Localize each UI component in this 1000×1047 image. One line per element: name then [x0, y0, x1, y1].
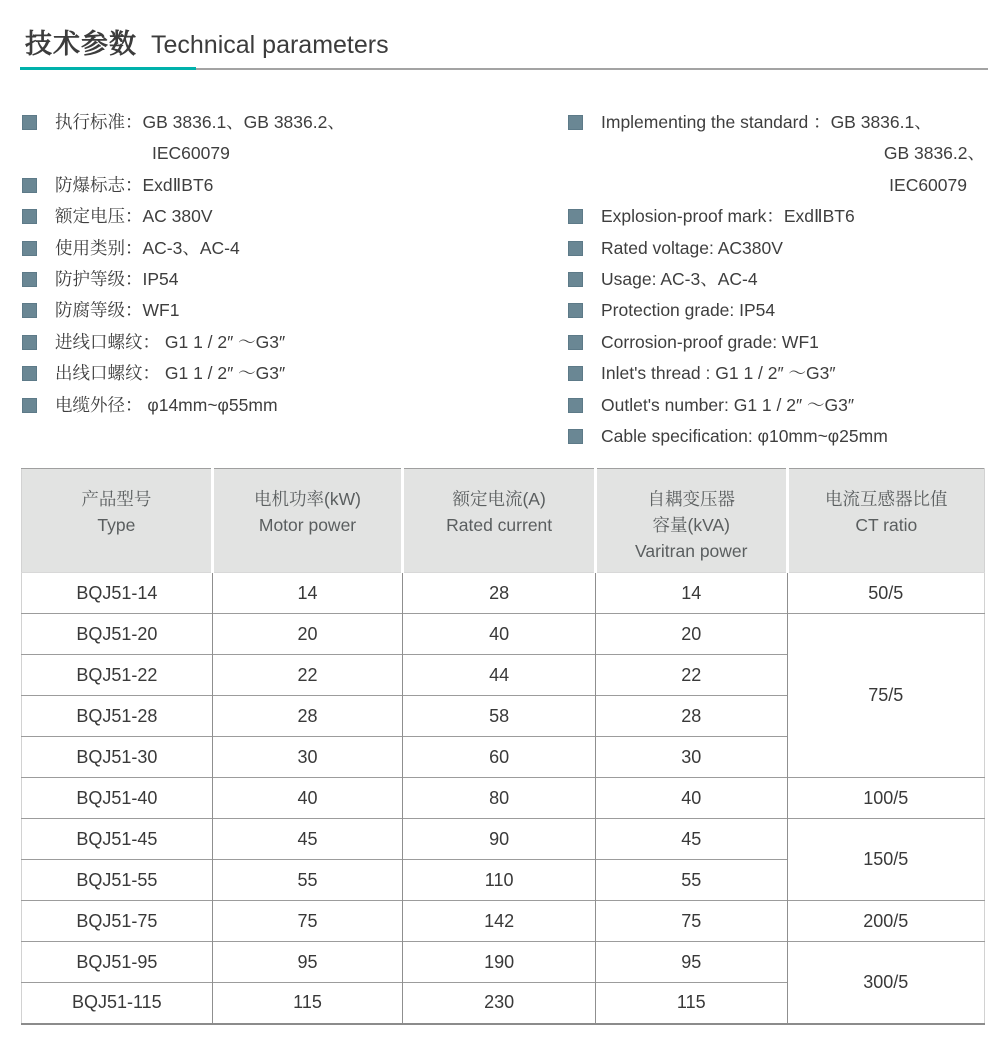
- header-line: Motor power: [258, 515, 357, 535]
- spec-line: Cable specification: φ10mm~φ25mm: [601, 426, 888, 447]
- header-line: 产品型号: [81, 489, 152, 509]
- cell-type: BQJ51-14: [22, 573, 213, 614]
- spec-text: [601, 390, 985, 421]
- header-line: 电机功率(kW): [254, 489, 361, 509]
- cell-motor-power: 28: [212, 696, 403, 737]
- cell-motor-power: 22: [212, 655, 403, 696]
- spec-line: 出线口螺纹： G1 1 / 2″ ～G3″: [55, 363, 286, 384]
- bullet-square-icon: [568, 272, 583, 287]
- spec-item: [568, 295, 985, 326]
- spec-line: 执行标准：GB 3836.1、GB 3836.2、: [55, 112, 345, 132]
- table-column-header: [595, 469, 787, 573]
- cell-motor-power: 20: [212, 614, 403, 655]
- table-row: [22, 614, 985, 655]
- header-line: 自耦变压器: [647, 489, 735, 509]
- cell-varitran-power: 55: [595, 860, 787, 901]
- cell-rated-current: 28: [403, 573, 596, 614]
- spec-text: [601, 327, 985, 358]
- cell-motor-power: 40: [212, 778, 403, 819]
- spec-text: [601, 107, 985, 201]
- spec-text: [601, 233, 985, 264]
- cell-ct-ratio: 300/5: [787, 942, 984, 1024]
- bullet-square-icon: [22, 366, 37, 381]
- table-row: [22, 942, 985, 983]
- spec-continuation-line: IEC60079: [889, 174, 967, 195]
- cell-varitran-power: 22: [595, 655, 787, 696]
- bullet-square-icon: [568, 209, 583, 224]
- header-line: Varitran power: [634, 541, 748, 561]
- table-column-header: [787, 469, 984, 573]
- cell-type: BQJ51-28: [22, 696, 213, 737]
- spec-item: [568, 264, 985, 295]
- spec-text: [601, 358, 985, 389]
- cell-varitran-power: 95: [595, 942, 787, 983]
- spec-item: [22, 201, 542, 232]
- bullet-square-icon: [568, 303, 583, 318]
- spec-item: [22, 170, 542, 201]
- cell-ct-ratio: 100/5: [787, 778, 984, 819]
- header-line: CT ratio: [855, 515, 918, 535]
- cell-varitran-power: 20: [595, 614, 787, 655]
- spec-text: [55, 233, 542, 264]
- spec-line: 电缆外径： φ14mm~φ55mm: [55, 394, 278, 415]
- cell-rated-current: 110: [403, 860, 596, 901]
- bullet-square-icon: [22, 272, 37, 287]
- table-header: [22, 469, 985, 573]
- cell-type: BQJ51-22: [22, 655, 213, 696]
- cell-varitran-power: 115: [595, 983, 787, 1024]
- spec-item: [568, 233, 985, 264]
- spec-line: 进线口螺纹： G1 1 / 2″ ～G3″: [55, 331, 286, 352]
- cell-type: BQJ51-75: [22, 901, 213, 942]
- spec-text: [55, 390, 542, 421]
- cell-rated-current: 142: [403, 901, 596, 942]
- spec-item: [22, 327, 542, 358]
- spec-continuation-line: GB 3836.2、: [883, 143, 985, 164]
- table-row: [22, 573, 985, 614]
- spec-line: 防护等级：IP54: [55, 269, 179, 290]
- title-underline-rule: [196, 68, 988, 70]
- spec-line: Protection grade: IP54: [601, 300, 776, 321]
- spec-line: 额定电压：AC 380V: [55, 206, 213, 227]
- cell-ct-ratio: 200/5: [787, 901, 984, 942]
- table-column-header: [22, 469, 213, 573]
- cell-varitran-power: 30: [595, 737, 787, 778]
- cell-rated-current: 44: [403, 655, 596, 696]
- cell-rated-current: 40: [403, 614, 596, 655]
- cell-rated-current: 90: [403, 819, 596, 860]
- spec-text: [601, 421, 985, 452]
- parameters-table: [21, 468, 985, 1025]
- bullet-square-icon: [22, 209, 37, 224]
- spec-text: [601, 264, 985, 295]
- table-row: [22, 819, 985, 860]
- cell-motor-power: 115: [212, 983, 403, 1024]
- header-line: 额定电流(A): [452, 489, 546, 509]
- title-underline: [20, 67, 988, 70]
- cell-type: BQJ51-30: [22, 737, 213, 778]
- cell-type: BQJ51-115: [22, 983, 213, 1024]
- header-line: 容量(kVA): [652, 515, 730, 535]
- spec-line: 防腐等级：WF1: [55, 300, 180, 321]
- spec-text: [55, 358, 542, 389]
- header-line: Rated current: [446, 515, 553, 535]
- table-column-header: [212, 469, 403, 573]
- cell-varitran-power: 14: [595, 573, 787, 614]
- title-underline-accent: [20, 67, 196, 70]
- table-column-header: [403, 469, 596, 573]
- spec-continuation-line: IEC60079: [152, 143, 230, 164]
- spec-item: [568, 107, 985, 201]
- spec-text: [55, 107, 542, 170]
- bullet-square-icon: [568, 241, 583, 256]
- bullet-square-icon: [22, 335, 37, 350]
- cell-rated-current: 190: [403, 942, 596, 983]
- spec-list-chinese: [22, 107, 542, 421]
- cell-motor-power: 14: [212, 573, 403, 614]
- spec-line: Outlet's number: G1 1 / 2″ ～G3″: [601, 394, 855, 415]
- bullet-square-icon: [22, 303, 37, 318]
- cell-motor-power: 30: [212, 737, 403, 778]
- cell-varitran-power: 75: [595, 901, 787, 942]
- cell-rated-current: 58: [403, 696, 596, 737]
- cell-motor-power: 75: [212, 901, 403, 942]
- spec-list-english: [568, 107, 985, 452]
- spec-item: [568, 327, 985, 358]
- bullet-square-icon: [22, 178, 37, 193]
- table-row: [22, 778, 985, 819]
- cell-rated-current: 60: [403, 737, 596, 778]
- spec-line: Inlet's thread : G1 1 / 2″ ～G3″: [601, 363, 836, 384]
- cell-type: BQJ51-40: [22, 778, 213, 819]
- spec-item: [568, 390, 985, 421]
- page-title: [25, 22, 389, 61]
- cell-motor-power: 55: [212, 860, 403, 901]
- spec-line: Explosion-proof mark：ExdⅡBT6: [601, 206, 855, 227]
- page-title-en: Technical parameters: [151, 31, 389, 59]
- cell-ct-ratio: 150/5: [787, 819, 984, 901]
- spec-text: [55, 295, 542, 326]
- cell-type: BQJ51-95: [22, 942, 213, 983]
- spec-item: [22, 358, 542, 389]
- spec-item: [568, 421, 985, 452]
- spec-text: [55, 201, 542, 232]
- page-title-zh: 技术参数: [25, 29, 137, 59]
- bullet-square-icon: [568, 335, 583, 350]
- cell-varitran-power: 45: [595, 819, 787, 860]
- spec-item: [22, 107, 542, 170]
- bullet-square-icon: [568, 115, 583, 130]
- bullet-square-icon: [22, 241, 37, 256]
- spec-line: 防爆标志：ExdⅡBT6: [55, 174, 214, 195]
- spec-line: Implementing the standard ：GB 3836.1、: [601, 112, 932, 132]
- cell-ct-ratio: 75/5: [787, 614, 984, 778]
- cell-type: BQJ51-45: [22, 819, 213, 860]
- cell-varitran-power: 40: [595, 778, 787, 819]
- cell-ct-ratio: 50/5: [787, 573, 984, 614]
- bullet-square-icon: [22, 398, 37, 413]
- spec-line: Corrosion-proof grade: WF1: [601, 331, 819, 352]
- header-line: 电流互感器比值: [825, 489, 948, 509]
- bullet-square-icon: [568, 429, 583, 444]
- spec-item: [568, 201, 985, 232]
- bullet-square-icon: [22, 115, 37, 130]
- spec-item: [22, 264, 542, 295]
- cell-rated-current: 230: [403, 983, 596, 1024]
- cell-type: BQJ51-20: [22, 614, 213, 655]
- spec-line: Usage: AC-3、AC-4: [601, 269, 758, 290]
- spec-line: Rated voltage: AC380V: [601, 237, 783, 258]
- bullet-square-icon: [568, 366, 583, 381]
- cell-motor-power: 45: [212, 819, 403, 860]
- header-line: Type: [97, 515, 136, 535]
- spec-text: [55, 327, 542, 358]
- bullet-square-icon: [568, 398, 583, 413]
- spec-text: [601, 295, 985, 326]
- cell-rated-current: 80: [403, 778, 596, 819]
- spec-text: [601, 201, 985, 232]
- cell-type: BQJ51-55: [22, 860, 213, 901]
- cell-motor-power: 95: [212, 942, 403, 983]
- spec-text: [55, 170, 542, 201]
- spec-text: [55, 264, 542, 295]
- spec-item: [22, 390, 542, 421]
- spec-line: 使用类别：AC-3、AC-4: [55, 237, 240, 258]
- table-row: [22, 901, 985, 942]
- spec-item: [568, 358, 985, 389]
- spec-item: [22, 233, 542, 264]
- cell-varitran-power: 28: [595, 696, 787, 737]
- spec-item: [22, 295, 542, 326]
